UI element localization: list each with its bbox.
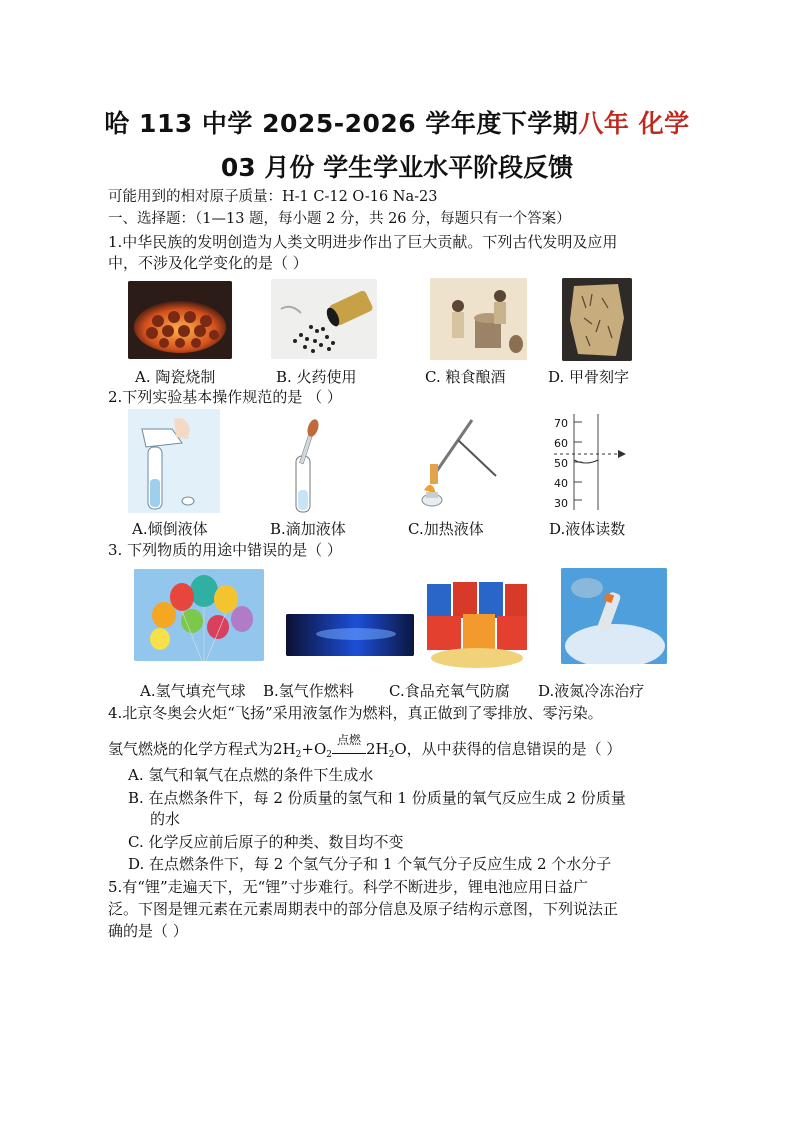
q4-option-b-cont: 的水 bbox=[150, 810, 181, 828]
q4-equation-suffix: ，从中获得的信息错误的是（ ） bbox=[406, 740, 622, 758]
title-subject: 化学 bbox=[638, 109, 690, 138]
snack-bags-image bbox=[423, 578, 531, 668]
q4-stem-line1: 4.北京冬奥会火炬“飞扬”采用液氢作为燃料，真正做到了零排放、零污染。 bbox=[108, 704, 603, 722]
q3-option-a[interactable]: A.氢气填充气球 bbox=[140, 682, 246, 700]
pour-liquid-image bbox=[128, 409, 220, 513]
page-title bbox=[0, 104, 794, 140]
liquid-nitrogen-image bbox=[561, 568, 667, 664]
q1-stem-line2: 中，不涉及化学变化的是（ ） bbox=[108, 254, 308, 272]
q4-option-c[interactable]: C. 化学反应前后原子的种类、数目均不变 bbox=[128, 833, 404, 851]
q4-equation-line bbox=[108, 733, 622, 766]
q1-option-b[interactable]: B. 火药使用 bbox=[276, 368, 357, 386]
hydrogen-flame-drawing bbox=[286, 614, 414, 656]
heat-liquid-drawing bbox=[406, 412, 502, 512]
oracle-bone-drawing bbox=[562, 278, 632, 361]
gunpowder-image bbox=[271, 279, 377, 359]
reaction-condition bbox=[332, 733, 366, 754]
pottery-kiln-image bbox=[128, 281, 232, 359]
q3-stem: 3. 下列物质的用途中错误的是（ ） bbox=[108, 541, 342, 559]
q4-equation-prefix: 氢气燃烧的化学方程式为 bbox=[108, 740, 274, 758]
tick-label: 60 bbox=[554, 437, 568, 450]
gunpowder-drawing bbox=[271, 279, 377, 359]
q1-option-a[interactable]: A. 陶瓷烧制 bbox=[135, 368, 216, 386]
q4-option-a[interactable]: A. 氢气和氧气在点燃的条件下生成水 bbox=[128, 766, 374, 784]
heat-liquid-image bbox=[406, 412, 502, 512]
condition-label: 点燃 bbox=[336, 733, 361, 747]
q4-option-d[interactable]: D. 在点燃条件下，每 2 个氢气分子和 1 个氧气分子反应生成 2 个水分子 bbox=[128, 855, 612, 873]
snack-bags-drawing bbox=[423, 578, 531, 668]
q1-stem-line1: 1.中华民族的发明创造为人类文明进步作出了巨大贡献。下列古代发明及应用 bbox=[108, 233, 618, 251]
pour-liquid-drawing bbox=[128, 409, 220, 513]
q5-stem-line1: 5.有“锂”走遍天下，无“锂”寸步难行。科学不断进步，锂电池应用日益广 bbox=[108, 878, 588, 896]
balloons-drawing bbox=[134, 569, 264, 661]
liquid-nitrogen-drawing bbox=[561, 568, 667, 664]
tick-label: 70 bbox=[554, 417, 568, 430]
q3-option-c[interactable]: C.食品充氧气防腐 bbox=[389, 682, 510, 700]
q2-option-c[interactable]: C.加热液体 bbox=[408, 520, 484, 538]
pottery-kiln-drawing bbox=[128, 281, 232, 359]
title-grade: 八年 bbox=[578, 109, 630, 138]
q3-option-d[interactable]: D.液氮冷冻治疗 bbox=[538, 682, 645, 700]
chemical-equation: $2H_2+O_2$ 点燃 $2H_2O$ bbox=[273, 740, 407, 758]
dropper-drawing bbox=[287, 414, 327, 514]
tick-label: 40 bbox=[554, 477, 568, 490]
hydrogen-flame-image bbox=[286, 614, 414, 656]
q5-stem-line2: 泛。下图是锂元素在元素周期表中的部分信息及原子结构示意图，下列说法正 bbox=[108, 900, 619, 918]
section-heading: 一、选择题：（1—13 题，每小题 2 分，共 26 分，每题只有一个答案） bbox=[108, 211, 571, 227]
q3-option-b[interactable]: B.氢气作燃料 bbox=[263, 682, 354, 700]
tick-label: 30 bbox=[554, 497, 568, 510]
q2-stem: 2.下列实验基本操作规范的是 （ ） bbox=[108, 388, 342, 406]
q2-option-a[interactable]: A.倾倒液体 bbox=[132, 520, 208, 538]
grain-brewing-image bbox=[430, 278, 527, 360]
q1-option-d[interactable]: D. 甲骨刻字 bbox=[548, 368, 630, 386]
cylinder-scale bbox=[554, 414, 568, 512]
page-subtitle: 03 月份 学生学业水平阶段反馈 bbox=[220, 153, 574, 182]
dropper-image bbox=[287, 414, 327, 514]
q2-option-d[interactable]: D.液体读数 bbox=[549, 520, 626, 538]
oracle-bone-image bbox=[562, 278, 632, 361]
q1-option-c[interactable]: C. 粮食酿酒 bbox=[425, 368, 506, 386]
q4-option-b[interactable]: B. 在点燃条件下，每 2 份质量的氢气和 1 份质量的氧气反应生成 2 份质量 bbox=[128, 789, 626, 807]
tick-label: 50 bbox=[554, 457, 568, 470]
q2-option-b[interactable]: B.滴加液体 bbox=[270, 520, 346, 538]
q5-stem-line3: 确的是（ ） bbox=[108, 922, 188, 940]
atomic-masses: 可能用到的相对原子质量：H-1 C-12 O-16 Na-23 bbox=[108, 189, 438, 205]
grain-brewing-drawing bbox=[430, 278, 527, 360]
cylinder-reading-image bbox=[552, 412, 632, 512]
title-main: 哈 113 中学 2025-2026 学年度下学期 bbox=[104, 109, 579, 138]
balloons-image bbox=[134, 569, 264, 661]
